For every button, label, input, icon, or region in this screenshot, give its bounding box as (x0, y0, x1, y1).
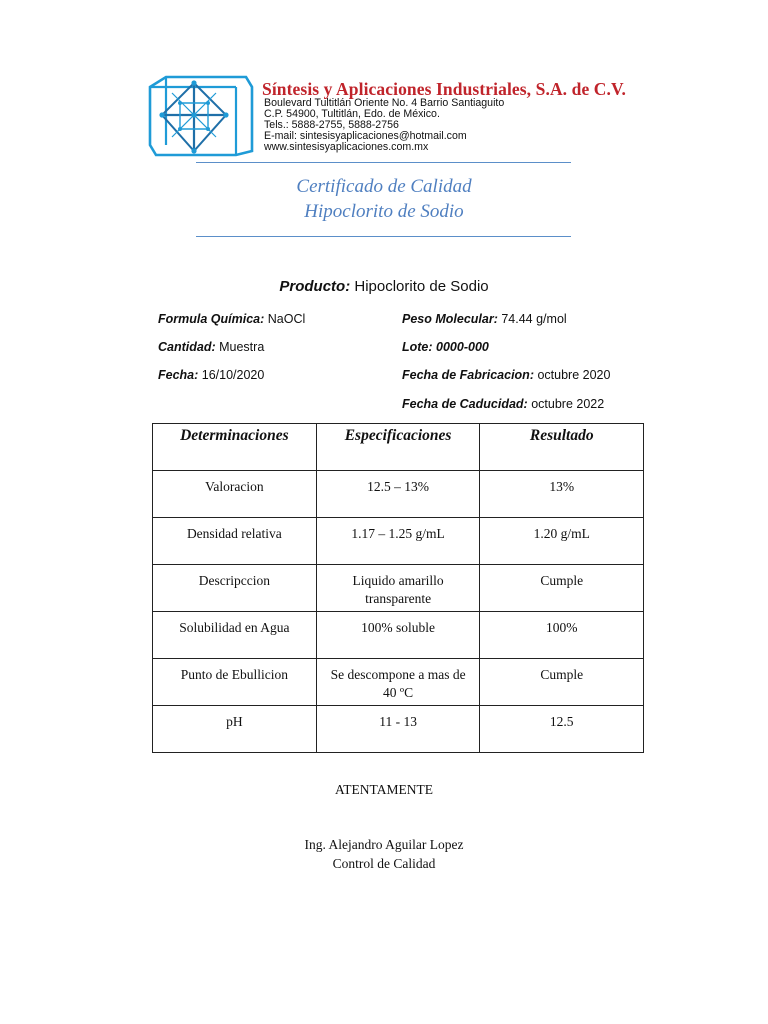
table-row (153, 612, 644, 659)
table-header-row (153, 424, 644, 471)
specifications-table (152, 423, 644, 753)
company-logo-icon (146, 75, 256, 157)
website-line: www.sintesisyaplicaciones.com.mx (264, 141, 429, 153)
table-row (153, 565, 644, 612)
field-fabricacion (402, 368, 610, 382)
table-cell: Punto de Ebullicion (153, 659, 317, 706)
table-cell: 13% (480, 471, 644, 518)
address-line: Boulevard Tultitlán Oriente No. 4 Barrio Santiaguito (264, 97, 505, 109)
column-header: Especificaciones (316, 424, 480, 471)
company-name: Síntesis y Aplicaciones Industriales, S.A. de C.V. (262, 79, 626, 99)
field-value: 16/10/2020 (198, 368, 265, 382)
field-value: octubre 2020 (533, 368, 611, 382)
table-cell: Valoracion (153, 471, 317, 518)
field-label: Cantidad: (158, 340, 216, 354)
table-row (153, 659, 644, 706)
field-label: Fecha de Fabricacion: (402, 368, 534, 382)
table-row (153, 518, 644, 565)
table-cell: Cumple (480, 565, 644, 612)
table-cell: 1.20 g/mL (480, 518, 644, 565)
address-line: C.P. 54900, Tultitlán, Edo. de México. (264, 108, 440, 120)
field-value: octubre 2022 (527, 397, 605, 411)
field-label: Fecha de Caducidad: (402, 397, 528, 411)
table-cell: Liquido amarillo transparente (316, 565, 480, 612)
signer-department: Control de Calidad (332, 856, 436, 871)
table-cell: Densidad relativa (153, 518, 317, 565)
table-cell: 100% soluble (316, 612, 480, 659)
table-cell: Solubilidad en Agua (153, 612, 317, 659)
table-cell: Se descompone a mas de 40 ºC (316, 659, 480, 706)
table-cell: 12.5 (480, 706, 644, 753)
field-label: Peso Molecular: (402, 312, 498, 326)
table-cell: 100% (480, 612, 644, 659)
table-cell: 11 - 13 (316, 706, 480, 753)
field-formula (158, 312, 305, 326)
field-cantidad (158, 340, 264, 354)
email-line: E-mail: sintesisyaplicaciones@hotmail.com (264, 130, 467, 142)
product-line (0, 278, 768, 295)
table-cell: Cumple (480, 659, 644, 706)
signer-name: Ing. Alejandro Aguilar Lopez (304, 837, 464, 852)
table-cell: 12.5 – 13% (316, 471, 480, 518)
phone-line: Tels.: 5888-2755, 5888-2756 (264, 119, 399, 131)
column-header: Determinaciones (153, 424, 317, 471)
product-label: Producto: (279, 278, 351, 295)
title-divider (196, 236, 571, 237)
closing-greeting: ATENTAMENTE (335, 782, 433, 797)
field-lote (402, 340, 489, 354)
field-label: Lote: 0000-000 (402, 340, 489, 354)
field-peso-molecular (402, 312, 567, 326)
table-row (153, 706, 644, 753)
field-label: Formula Química: (158, 312, 265, 326)
field-value: NaOCl (264, 312, 306, 326)
certificate-title: Certificado de Calidad (296, 176, 472, 197)
field-fecha (158, 368, 264, 382)
table-row (153, 471, 644, 518)
table-cell: 1.17 – 1.25 g/mL (316, 518, 480, 565)
table-cell: Descripccion (153, 565, 317, 612)
product-value: Hipoclorito de Sodio (350, 278, 489, 295)
field-caducidad (402, 397, 604, 411)
header-divider (196, 162, 571, 163)
column-header: Resultado (480, 424, 644, 471)
field-value: 74.44 g/mol (497, 312, 567, 326)
table-cell: pH (153, 706, 317, 753)
field-label: Fecha: (158, 368, 199, 382)
field-value: Muestra (215, 340, 265, 354)
certificate-subtitle: Hipoclorito de Sodio (304, 201, 464, 222)
